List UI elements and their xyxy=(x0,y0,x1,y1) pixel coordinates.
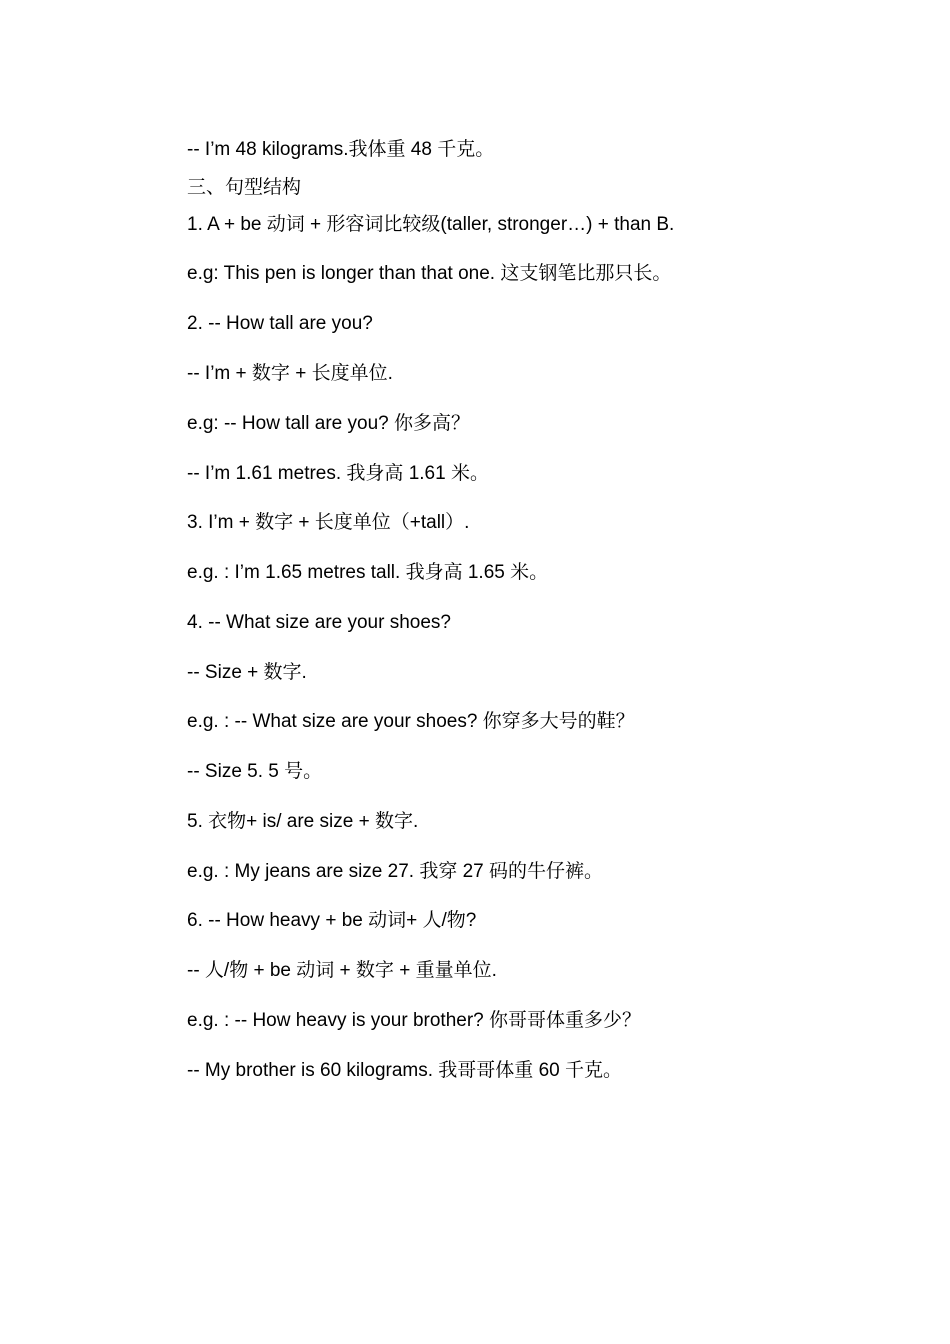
pattern-6-answer: -- 人/物 + be 动词 + 数字 + 重量单位. xyxy=(187,960,497,981)
example-6-question: e.g. : -- How heavy is your brother? 你哥哥体重多少？ xyxy=(187,1010,642,1031)
pattern-4-question: 4. -- What size are your shoes? xyxy=(187,612,451,633)
example-3: e.g. : I’m 1.65 metres tall. 我身高 1.65 米。 xyxy=(187,562,549,583)
example-4-question: e.g. : -- What size are your shoes? 你穿多大号的鞋？ xyxy=(187,711,635,732)
pattern-3: 3. I’m + 数字 + 长度单位（+tall）. xyxy=(187,512,470,533)
pattern-1-comparative: 1. A + be 动词 + 形容词比较级(taller, stronger…) + than B. xyxy=(187,214,675,235)
pattern-5: 5. 衣物+ is/ are size + 数字. xyxy=(187,811,419,832)
example-4-answer: -- Size 5. 5 号。 xyxy=(187,761,323,782)
pattern-6-question: 6. -- How heavy + be 动词+ 人/物? xyxy=(187,910,477,931)
text-line-weight-answer: -- I’m 48 kilograms.我体重 48 千克。 xyxy=(187,139,495,160)
example-2-answer: -- I’m 1.61 metres. 我身高 1.61 米。 xyxy=(187,463,489,484)
example-5: e.g. : My jeans are size 27. 我穿 27 码的牛仔裤。 xyxy=(187,861,604,882)
example-6-answer: -- My brother is 60 kilograms. 我哥哥体重 60 千克。 xyxy=(187,1060,622,1081)
example-2-question: e.g: -- How tall are you? 你多高？ xyxy=(187,413,470,434)
pattern-4-answer: -- Size + 数字. xyxy=(187,662,307,683)
pattern-2-answer: -- I’m + 数字 + 长度单位. xyxy=(187,363,393,384)
section-heading-sentence-structures: 三、句型结构 xyxy=(187,177,302,198)
pattern-2-question: 2. -- How tall are you? xyxy=(187,313,373,334)
example-1: e.g: This pen is longer than that one. 这支钢笔比那只长。 xyxy=(187,263,672,284)
